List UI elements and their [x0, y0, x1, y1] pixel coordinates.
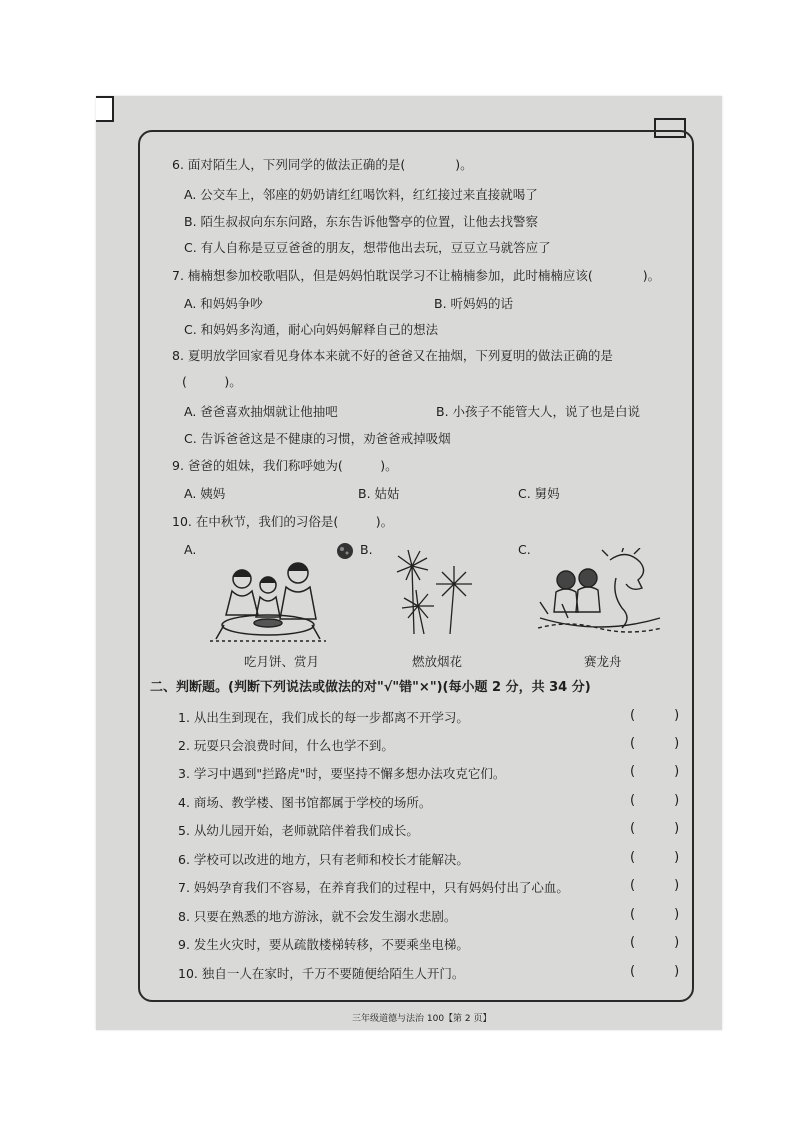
question-7-stem: 7. 楠楠想参加校歌唱队，但是妈妈怕耽误学习不让楠楠参加，此时楠楠应该( )。: [172, 268, 661, 283]
question-8-option-b: B. 小孩子不能管大人，说了也是白说: [436, 404, 641, 419]
caption-dragon-boat: 赛龙舟: [584, 654, 622, 669]
answer-box-1[interactable]: ( ): [630, 708, 680, 723]
question-6-option-a: A. 公交车上，邻座的奶奶请红红喝饮料，红红接过来直接就喝了: [184, 187, 538, 202]
family-mooncake-illustration: [206, 555, 326, 645]
answer-box-5[interactable]: ( ): [630, 821, 680, 836]
judge-item-6: 6. 学校可以改进的地方，只有老师和校长才能解决。: [178, 852, 469, 867]
judge-item-1: 1. 从出生到现在，我们成长的每一步都离不开学习。: [178, 710, 469, 725]
judge-item-9: 9. 发生火灾时，要从疏散楼梯转移，不要乘坐电梯。: [178, 937, 469, 952]
dragon-boat-illustration: [538, 548, 664, 640]
question-8-option-a: A. 爸爸喜欢抽烟就让他抽吧: [184, 404, 338, 419]
question-8-stem: 8. 夏明放学回家看见身体本来就不好的爸爸又在抽烟，下列夏明的做法正确的是: [172, 348, 613, 363]
question-10-option-a: A.: [184, 542, 197, 557]
question-6-option-b: B. 陌生叔叔向东东问路，东东告诉他警亭的位置，让他去找警察: [184, 214, 539, 229]
corner-mark-left: [96, 96, 114, 122]
answer-box-2[interactable]: ( ): [630, 736, 680, 751]
caption-mooncake: 吃月饼、赏月: [244, 654, 320, 669]
judge-item-7: 7. 妈妈孕育我们不容易，在养育我们的过程中，只有妈妈付出了心血。: [178, 880, 569, 895]
judge-item-10: 10. 独自一人在家时，千万不要随便给陌生人开门。: [178, 966, 465, 981]
question-8-stem-paren: ( )。: [182, 374, 242, 389]
caption-fireworks: 燃放烟花: [412, 654, 463, 669]
judge-item-8: 8. 只要在熟悉的地方游泳，就不会发生溺水悲剧。: [178, 909, 457, 924]
question-7-option-a: A. 和妈妈争吵: [184, 296, 263, 311]
answer-box-10[interactable]: ( ): [630, 964, 680, 979]
question-9-option-b: B. 姑姑: [358, 486, 400, 501]
question-10-option-b: B.: [360, 542, 373, 557]
section-2-title: 二、判断题。(判断下列说法或做法的对"√"错"×")(每小题 2 分，共 34 分): [150, 680, 591, 695]
judge-item-3: 3. 学习中遇到"拦路虎"时，要坚持不懈多想办法攻克它们。: [178, 766, 506, 781]
answer-box-8[interactable]: ( ): [630, 907, 680, 922]
question-10-stem: 10. 在中秋节，我们的习俗是( )。: [172, 514, 394, 529]
judge-item-5: 5. 从幼儿园开始，老师就陪伴着我们成长。: [178, 823, 419, 838]
question-6-option-c: C. 有人自称是豆豆爸爸的朋友，想带他出去玩，豆豆立马就答应了: [184, 240, 551, 255]
fireworks-illustration: [384, 544, 484, 636]
question-6-stem: 6. 面对陌生人，下列同学的做法正确的是( )。: [172, 157, 473, 172]
question-8-option-c: C. 告诉爸爸这是不健康的习惯，劝爸爸戒掉吸烟: [184, 431, 451, 446]
question-7-option-c: C. 和妈妈多沟通，耐心向妈妈解释自己的想法: [184, 322, 439, 337]
answer-box-4[interactable]: ( ): [630, 793, 680, 808]
question-9-option-c: C. 舅妈: [518, 486, 560, 501]
answer-box-3[interactable]: ( ): [630, 764, 680, 779]
page-footer: 三年级道德与法治 100【第 2 页】: [352, 1014, 492, 1024]
answer-box-6[interactable]: ( ): [630, 850, 680, 865]
question-10-option-c: C.: [518, 542, 531, 557]
judge-item-4: 4. 商场、教学楼、图书馆都属于学校的场所。: [178, 795, 432, 810]
question-7-option-b: B. 听妈妈的话: [434, 296, 514, 311]
answer-box-9[interactable]: ( ): [630, 935, 680, 950]
answer-box-7[interactable]: ( ): [630, 878, 680, 893]
judge-item-2: 2. 玩耍只会浪费时间，什么也学不到。: [178, 738, 394, 753]
moon-icon: [334, 540, 356, 562]
question-9-stem: 9. 爸爸的姐妹，我们称呼她为( )。: [172, 458, 398, 473]
question-9-option-a: A. 姨妈: [184, 486, 226, 501]
